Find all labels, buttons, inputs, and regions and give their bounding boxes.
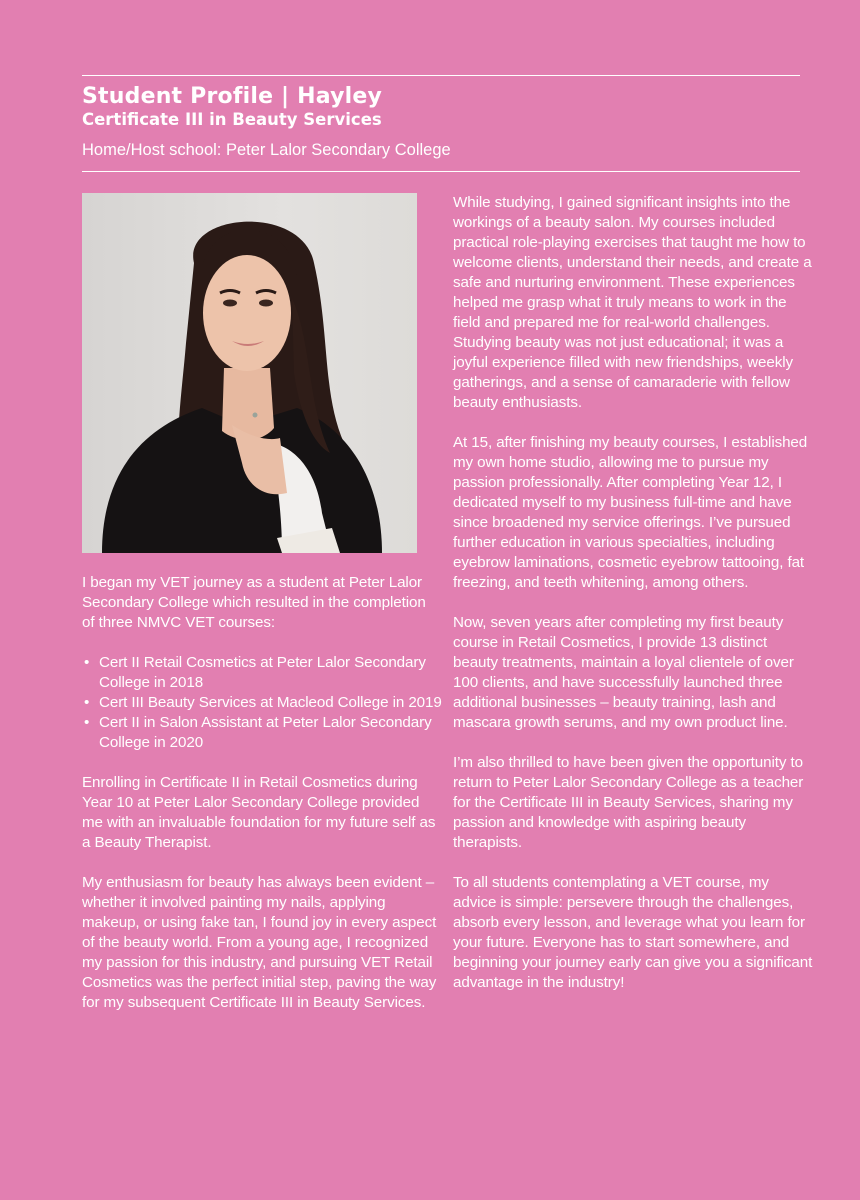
list-item: • Cert II Retail Cosmetics at Peter Lalor Secondary College in 2018 bbox=[82, 653, 442, 693]
bottom-divider bbox=[82, 171, 800, 172]
page-title: Student Profile | Hayley bbox=[82, 84, 383, 109]
left-paragraph-1: Enrolling in Certificate II in Retail Cosmetics during Year 10 at Peter Lalor Secondary College provided me with an invaluable foundation for my future self as a Beauty Therapist. bbox=[82, 774, 436, 851]
intro-paragraph: I began my VET journey as a student at Peter Lalor Secondary College which resulted in the completion of three NMVC VET courses: bbox=[82, 574, 426, 631]
right-paragraph-2: At 15, after finishing my beauty courses, I established my own home studio, allowing me to pursue my passion professionally. After completing Year 12, I dedicated myself to my business full-time and have since broadened my service offerings. I’ve pursued further education in various specialties, including eyebrow laminations, cosmetic eyebrow tattooing, fat freezing, and teeth whitening, among others. bbox=[453, 434, 808, 591]
student-photo bbox=[82, 193, 417, 553]
left-column bbox=[82, 573, 442, 1013]
right-paragraph-3: Now, seven years after completing my first beauty course in Retail Cosmetics, I provide 13 distinct beauty treatments, maintain a loyal clientele of over 100 clients, and have successfully launched three additional businesses – beauty training, lash and mascara growth serums, and my own product line. bbox=[453, 614, 794, 731]
right-paragraph-1: While studying, I gained significant insights into the workings of a beauty salon. My courses included practical role-playing exercises that taught me how to welcome clients, understand their needs, and create a safe and nurturing environment. These experiences helped me grasp what it truly means to work in the field and prepared me for real-world challenges. Studying beauty was not just educational; it was a joyful experience filled with new friendships, weekly gatherings, and a sense of camaraderie with fellow beauty enthusiasts. bbox=[453, 194, 812, 411]
right-paragraph-5: To all students contemplating a VET course, my advice is simple: persevere through the challenges, absorb every lesson, and leverage what you learn for your future. Everyone has to start somewhere, and beginning your journey early can give you a significant advantage in the industry! bbox=[453, 874, 813, 991]
right-paragraph-4: I’m also thrilled to have been given the opportunity to return to Peter Lalor Secondary College as a teacher for the Certificate III in Beauty Services, sharing my passion and knowledge with aspiring beauty therapists. bbox=[453, 754, 804, 851]
top-divider bbox=[82, 75, 800, 76]
page-subtitle: Certificate III in Beauty Services bbox=[82, 110, 382, 129]
list-item: • Cert III Beauty Services at Macleod College in 2019 bbox=[82, 693, 442, 713]
course-list bbox=[82, 653, 442, 753]
right-column bbox=[453, 193, 813, 993]
list-item: • Cert II in Salon Assistant at Peter Lalor Secondary College in 2020 bbox=[82, 713, 442, 753]
left-paragraph-2: My enthusiasm for beauty has always been evident – whether it involved painting my nails, applying makeup, or using fake tan, I found joy in every aspect of the beauty world. From a young age, I recognized my passion for this industry, and pursuing VET Retail Cosmetics was the perfect initial step, paving the way for my subsequent Certificate III in Beauty Services. bbox=[82, 874, 437, 1011]
school-line: Home/Host school: Peter Lalor Secondary College bbox=[82, 141, 451, 159]
